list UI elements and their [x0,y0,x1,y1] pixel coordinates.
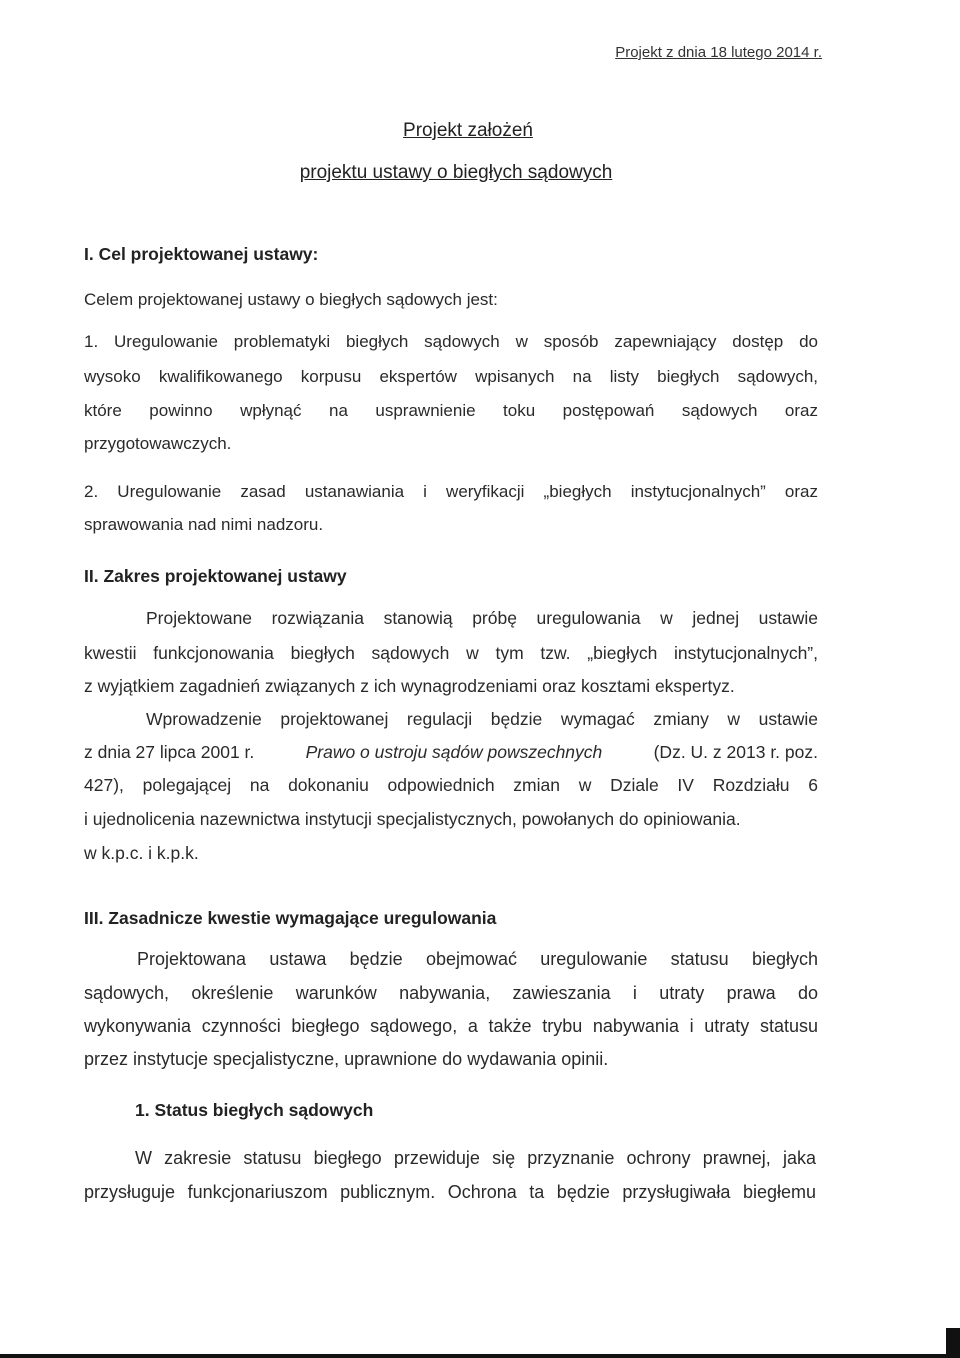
section-1-item-1-line: 1. Uregulowanie problematyki biegłych sądowych w sposób zapewniający dostęp do [84,332,818,351]
document-title-line-1: Projekt założeń [403,120,533,141]
section-2-para-1-line: Projektowane rozwiązania stanowią próbę uregulowania w jednej ustawie [146,608,818,628]
section-1-intro: Celem projektowanej ustawy o biegłych sądowych jest: [84,290,498,309]
section-2-para-2-line: Wprowadzenie projektowanej regulacji będzie wymagać zmiany w ustawie [146,709,818,729]
section-1-item-1-line: wysoko kwalifikowanego korpusu ekspertów wpisanych na listy biegłych sądowych, [84,367,818,386]
section-2-para-2-line: i ujednolicenia nazewnictwa instytucji specjalistycznych, powołanych do opiniowania. [84,809,741,829]
section-3-para-line: wykonywania czynności biegłego sądowego, a także trybu nabywania i utraty statusu [84,1016,818,1036]
section-1-item-1-line: przygotowawczych. [84,434,232,453]
section-3-1-para-line: przysługuje funkcjonariuszom publicznym. Ochrona ta będzie przysługiwała biegłemu [84,1182,816,1202]
document-title-line-2: projektu ustawy o biegłych sądowych [299,162,613,183]
section-1-item-2-line: sprawowania nad nimi nadzoru. [84,515,324,534]
section-2-para-1-line: z wyjątkiem zagadnień związanych z ich wynagrodzeniami oraz kosztami ekspertyz. [84,676,735,696]
law-date-text: z dnia 27 lipca 2001 r. [84,742,255,762]
section-2-heading: II. Zakres projektowanej ustawy [84,566,347,586]
section-3-1-heading: 1. Status biegłych sądowych [135,1100,374,1120]
law-citation-text: (Dz. U. z 2013 r. poz. [653,742,818,762]
document-date: Projekt z dnia 18 lutego 2014 r. [615,44,822,61]
section-1-item-2-line: 2. Uregulowanie zasad ustanawiania i weryfikacji „biegłych instytucjonalnych” oraz [84,482,818,501]
section-3-para-line: Projektowana ustawa będzie obejmować uregulowanie statusu biegłych [137,949,818,969]
section-2-para-2-line: 427), polegającej na dokonaniu odpowiednich zmian w Dziale IV Rozdziału 6 [84,775,818,795]
section-2-para-1-line: kwestii funkcjonowania biegłych sądowych w tym tzw. „biegłych instytucjonalnych”, [84,643,818,663]
section-2-para-2-line: w k.p.c. i k.p.k. [84,843,199,863]
scan-bottom-edge [0,1354,960,1358]
section-2-para-2-line-2 [84,742,818,763]
section-3-1-para-line: W zakresie statusu biegłego przewiduje się przyznanie ochrony prawnej, jaka [135,1148,816,1168]
section-1-heading: I. Cel projektowanej ustawy: [84,244,319,264]
section-1-item-1-line: które powinno wpłynąć na usprawnienie toku postępowań sądowych oraz [84,401,818,420]
section-3-heading: III. Zasadnicze kwestie wymagające uregulowania [84,908,497,928]
law-title-italic: Prawo o ustroju sądów powszechnych [305,742,603,762]
section-3-para-line: przez instytucje specjalistyczne, uprawnione do wydawania opinii. [84,1049,609,1069]
section-3-para-line: sądowych, określenie warunków nabywania, zawieszania i utraty prawa do [84,983,818,1003]
